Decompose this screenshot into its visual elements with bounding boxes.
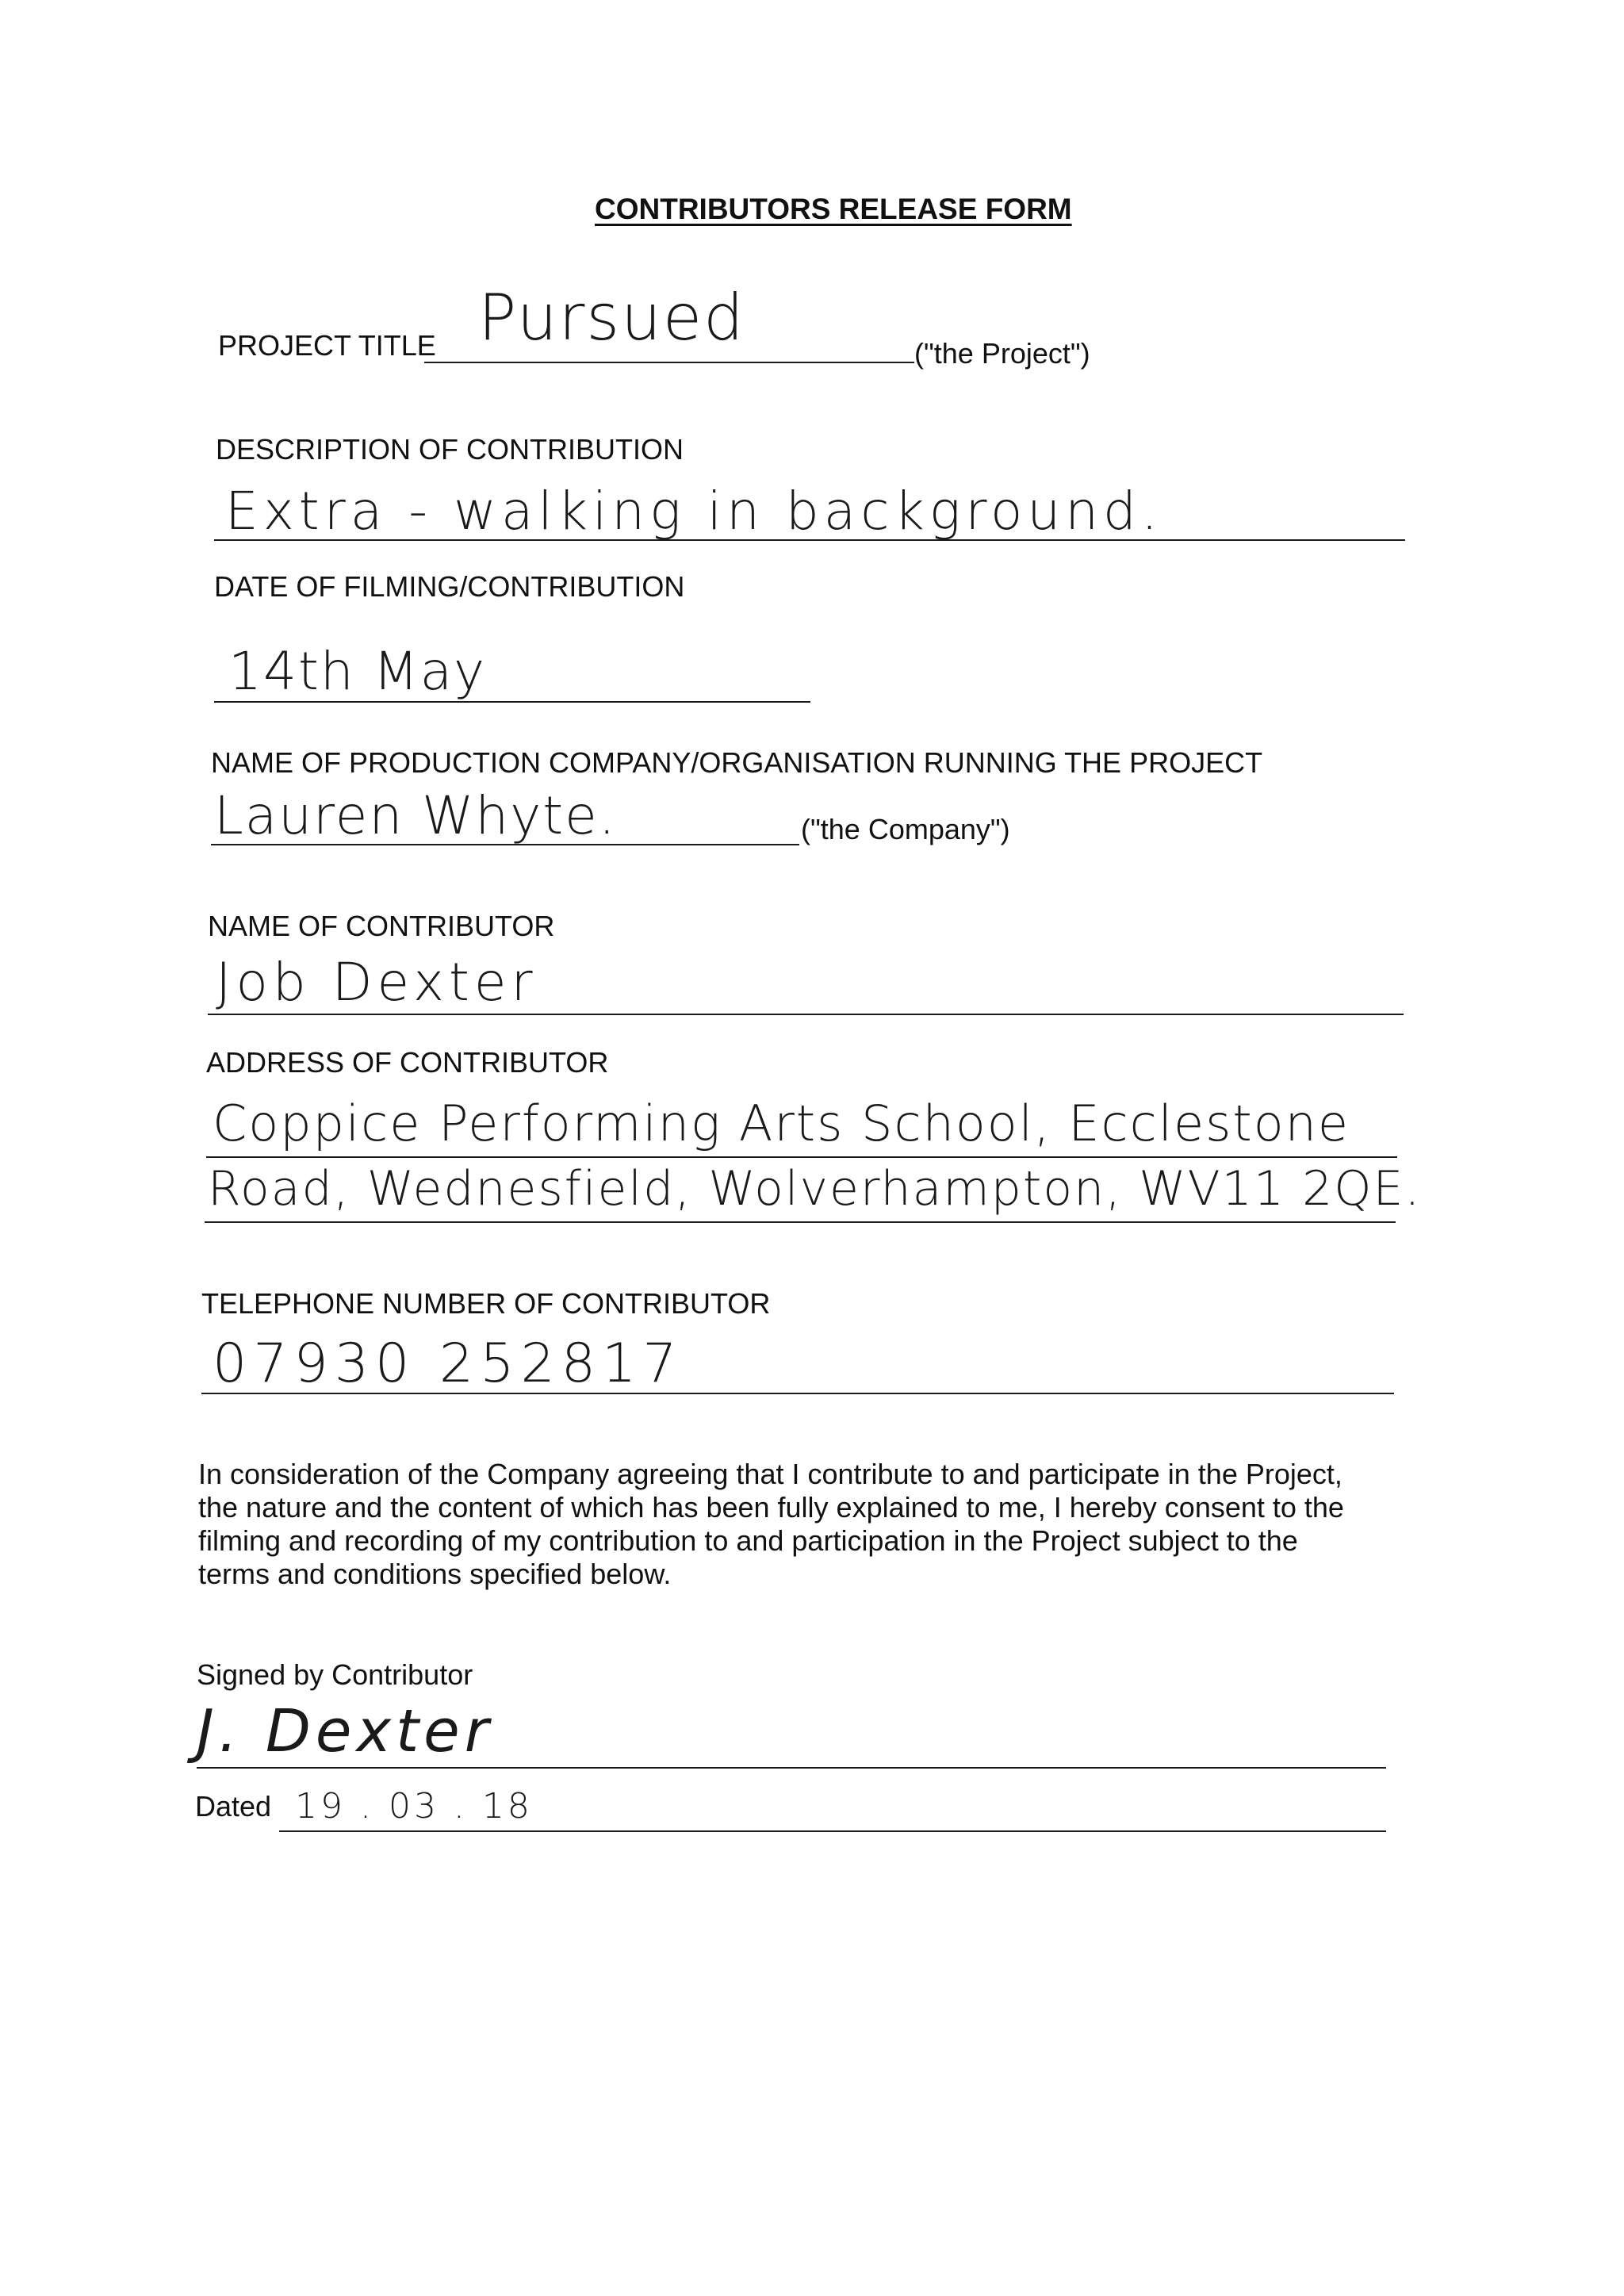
- signature-value[interactable]: J. Dexter: [197, 1697, 494, 1765]
- description-value[interactable]: Extra - walking in background.: [225, 481, 1162, 542]
- address-label: ADDRESS OF CONTRIBUTOR: [206, 1046, 609, 1079]
- date-of-filming-value[interactable]: 14th May: [228, 641, 487, 702]
- date-of-filming-label: DATE OF FILMING/CONTRIBUTION: [214, 570, 685, 603]
- consent-line: terms and conditions specified below.: [198, 1558, 672, 1590]
- telephone-value[interactable]: 07930 252817: [213, 1332, 684, 1395]
- contributor-name-value[interactable]: Job Dexter: [216, 952, 538, 1013]
- signature-line: [197, 1767, 1386, 1769]
- consent-line: filming and recording of my contribution to and participation in the Project subject to the: [198, 1524, 1298, 1557]
- company-value[interactable]: Lauren Whyte.: [214, 785, 617, 846]
- contributor-name-line: [208, 1014, 1404, 1015]
- signature-label: Signed by Contributor: [197, 1658, 473, 1691]
- consent-line: In consideration of the Company agreeing that I contribute to and participate in the Project,: [198, 1458, 1342, 1490]
- contributor-name-label: NAME OF CONTRIBUTOR: [208, 910, 555, 942]
- form-title: CONTRIBUTORS RELEASE FORM: [595, 193, 1072, 225]
- project-title-label: PROJECT TITLE: [218, 329, 436, 362]
- address-line-1: [206, 1156, 1397, 1158]
- project-title-value[interactable]: Pursued: [478, 281, 745, 355]
- project-title-suffix: ("the Project"): [914, 337, 1090, 370]
- dated-value[interactable]: 19 . 03 . 18: [295, 1786, 533, 1826]
- company-suffix: ("the Company"): [801, 813, 1010, 845]
- telephone-label: TELEPHONE NUMBER OF CONTRIBUTOR: [201, 1287, 771, 1320]
- consent-paragraph: [198, 1458, 1435, 1591]
- dated-label: Dated: [195, 1790, 272, 1823]
- address-line-2: [205, 1221, 1396, 1223]
- address-value-line-1[interactable]: Coppice Performing Arts School, Ecclestone: [213, 1094, 1350, 1152]
- dated-line: [279, 1830, 1386, 1832]
- project-title-line: [424, 362, 914, 363]
- company-label: NAME OF PRODUCTION COMPANY/ORGANISATION RUNNING THE PROJECT: [211, 746, 1263, 779]
- address-value-line-2[interactable]: Road, Wednesfield, Wolverhampton, WV11 2QE.: [208, 1161, 1422, 1217]
- consent-line: the nature and the content of which has been fully explained to me, I hereby consent to the: [198, 1491, 1344, 1524]
- description-label: DESCRIPTION OF CONTRIBUTION: [216, 433, 684, 466]
